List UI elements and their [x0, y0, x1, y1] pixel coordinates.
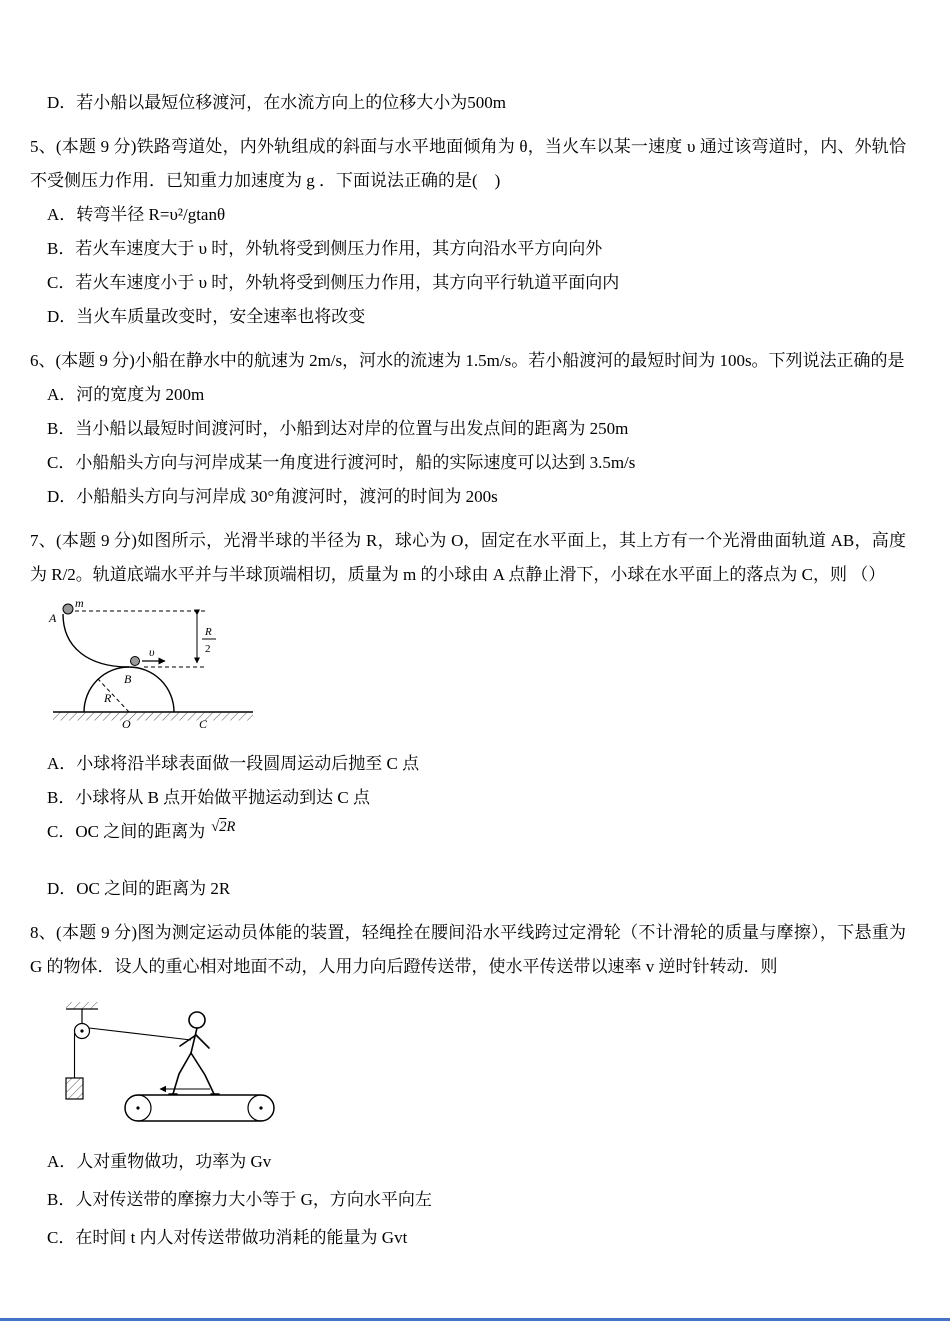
person-arm-back	[196, 1035, 209, 1048]
question-6-stem: 6、(本题 9 分)小船在静水中的航速为 2m/s，河水的流速为 1.5m/s。若小船渡河的最短时间为 100s。下列说法正确的是	[30, 351, 905, 370]
track-ab	[63, 614, 129, 667]
ground-hatch	[53, 713, 253, 721]
label-a: A	[49, 611, 57, 625]
label-b: B	[124, 672, 132, 686]
label-o: O	[122, 717, 131, 731]
hemisphere-figure-svg	[47, 598, 259, 736]
question-5-option-c: C．若火车速度小于 υ 时，外轨将受到侧压力作用，其方向平行轨道平面向内	[47, 273, 620, 292]
question-8-figure	[58, 990, 950, 1137]
sqrt-sign: √	[211, 819, 220, 835]
question-8-option-b: B．人对传送带的摩擦力大小等于 G，方向水平向左	[47, 1190, 432, 1209]
person-torso	[191, 1028, 197, 1053]
ball-at-a	[63, 604, 73, 614]
roller-left-axle	[136, 1106, 139, 1109]
question-7-stem: 7、(本题 9 分)如图所示，光滑半球的半径为 R，球心为 O，固定在水平面上，其上方有一个光滑曲面轨道 AB，高度为 R/2。轨道底端水平并与半球顶端相切，质量为 m 的小球由 A 点静止滑下，小球在水平面上的落点为 C，则 （）	[30, 531, 906, 584]
page-bottom-rule	[0, 1318, 950, 1321]
question-7-option-d: D．OC 之间的距离为 2R	[47, 879, 231, 898]
question-4-option-d: D．若小船以最短位移渡河，在水流方向上的位移大小为500m	[47, 93, 506, 112]
question-7-option-a: A．小球将沿半球表面做一段圆周运动后抛至 C 点	[47, 754, 420, 773]
question-5-option-d: D．当火车质量改变时，安全速率也将改变	[47, 307, 366, 326]
label-c: C	[199, 717, 208, 731]
question-6-option-b: B．当小船以最短时间渡河时，小船到达对岸的位置与出发点间的距离为 250m	[47, 419, 629, 438]
label-v: υ	[149, 645, 155, 659]
question-8-option-a: A．人对重物做功，功率为 Gv	[47, 1152, 272, 1171]
question-5-option-b: B．若火车速度大于 υ 时，外轨将受到侧压力作用，其方向沿水平方向向外	[47, 239, 603, 258]
label-m: m	[75, 598, 84, 610]
pulley-axle	[80, 1029, 83, 1032]
sqrt-tail: R	[226, 819, 236, 835]
person-leg-back	[191, 1053, 214, 1094]
question-7-option-b: B．小球将从 B 点开始做平抛运动到达 C 点	[47, 788, 371, 807]
option-c-text: C．OC 之间的距离为	[47, 822, 206, 841]
question-5-stem: 5、(本题 9 分)铁路弯道处，内外轨组成的斜面与水平地面倾角为 θ，当火车以某一速度 υ 通过该弯道时，内、外轨恰不受侧压力作用．已知重力加速度为 g ．下面说法正确的是( )	[30, 137, 906, 190]
question-7-option-c	[47, 815, 906, 850]
question-5-option-a: A．转弯半径 R=υ²/gtanθ	[47, 205, 226, 224]
sqrt-radicand: 2	[219, 819, 227, 835]
question-8-stem: 8、(本题 9 分)图为测定运动员体能的装置，轻绳拴在腰间沿水平线跨过定滑轮（不计滑轮的质量与摩擦），下悬重为 G 的物体．设人的重心相对地面不动，人用力向后蹬传送带，使水平传送带以速率 v 逆时针转动．则	[30, 923, 906, 976]
bracket-hatch	[66, 1002, 98, 1009]
person-figure	[169, 1012, 219, 1094]
rope-horizontal	[89, 1028, 191, 1040]
hanging-weight	[66, 1078, 83, 1099]
label-r: R	[104, 691, 112, 705]
question-6-option-d: D．小船船头方向与河岸成 30°角渡河时，渡河的时间为 200s	[47, 487, 498, 506]
ball-at-b	[131, 657, 140, 666]
person-leg-front	[173, 1053, 191, 1094]
question-6-option-c: C．小船船头方向与河岸成某一角度进行渡河时，船的实际速度可以达到 3.5m/s	[47, 453, 636, 472]
treadmill-figure-svg	[58, 990, 298, 1132]
question-6-option-a: A．河的宽度为 200m	[47, 385, 205, 404]
question-8-option-c: C．在时间 t 内人对传送带做功消耗的能量为 Gvt	[47, 1228, 408, 1247]
question-7-figure	[47, 598, 950, 741]
frac-numerator: R	[205, 626, 212, 638]
sqrt-formula	[211, 819, 235, 835]
roller-right-axle	[259, 1106, 262, 1109]
frac-denominator: 2	[205, 643, 211, 655]
person-head	[189, 1012, 205, 1028]
